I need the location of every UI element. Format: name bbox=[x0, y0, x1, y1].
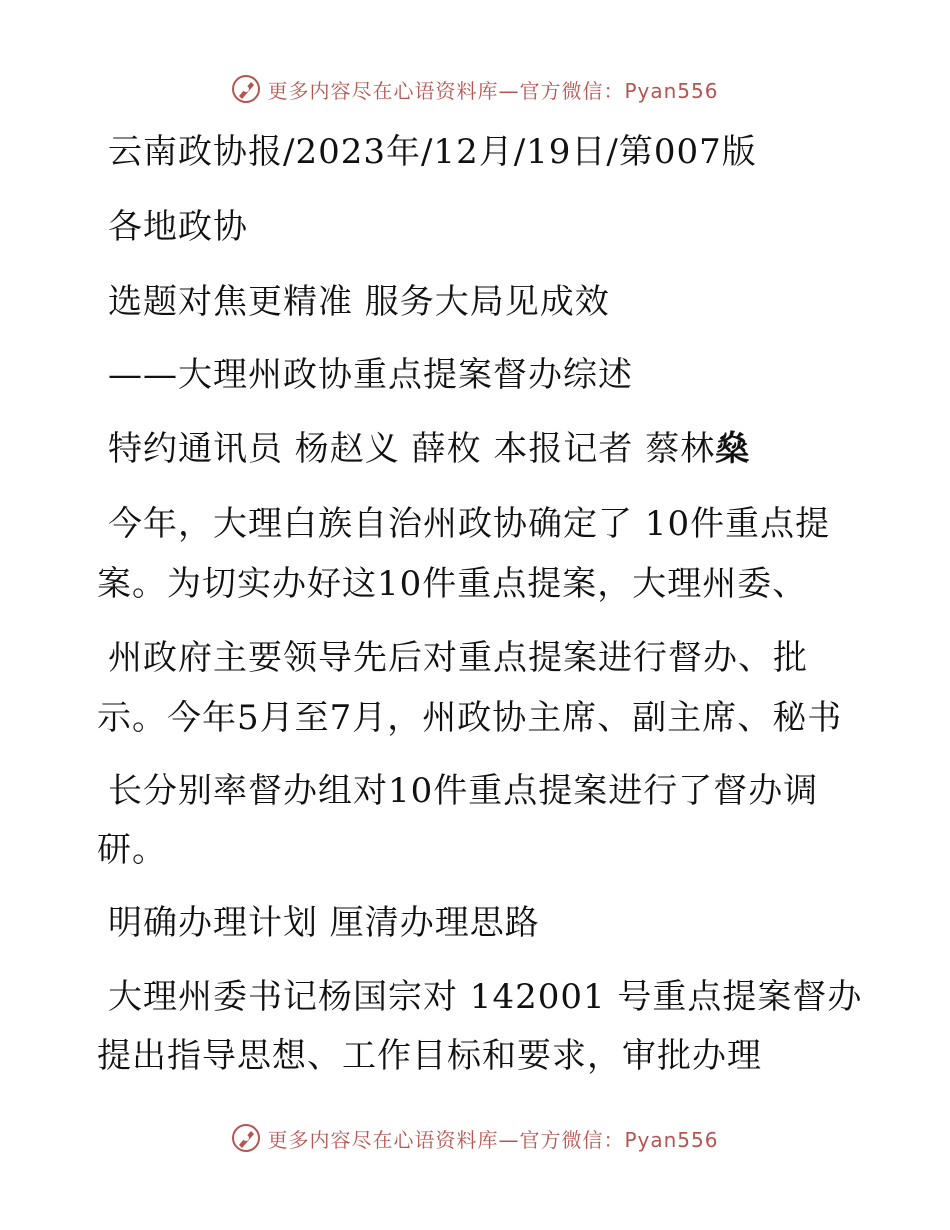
paragraph-line: 示。今年5月至7月，州政协主席、副主席、秘书 bbox=[97, 698, 843, 738]
paragraph-line: 大理州委书记杨国宗对 142001 号重点提案督办 bbox=[108, 977, 863, 1017]
section-label: 各地政协 bbox=[108, 207, 248, 247]
article-subtitle: ——大理州政协重点提案督办综述 bbox=[108, 355, 633, 395]
watermark-bottom bbox=[0, 1123, 950, 1153]
byline-last-char: 燊 bbox=[715, 429, 751, 469]
paragraph-line: 案。为切实办好这10件重点提案，大理州委、 bbox=[97, 564, 808, 604]
byline bbox=[0, 421, 950, 470]
pen-seal-icon bbox=[231, 1123, 261, 1153]
paragraph-line: 今年，大理白族自治州政协确定了 10件重点提 bbox=[108, 504, 831, 544]
source-line: 云南政协报/2023年/12月/19日/第007版 bbox=[108, 132, 757, 172]
article-title: 选题对焦更精准 服务大局见成效 bbox=[108, 282, 610, 322]
paragraph-line: 州政府主要领导先后对重点提案进行督办、批 bbox=[108, 638, 808, 678]
paragraph-line: 研。 bbox=[97, 830, 167, 870]
paragraph-line: 长分别率督办组对10件重点提案进行了督办调 bbox=[108, 771, 819, 811]
watermark-text: 更多内容尽在心语资料库—官方微信：Pyan556 bbox=[267, 1127, 719, 1152]
byline-text: 特约通讯员 杨赵义 薛枚 本报记者 蔡林 bbox=[108, 429, 716, 469]
watermark-top bbox=[0, 74, 950, 104]
watermark-text: 更多内容尽在心语资料库—官方微信：Pyan556 bbox=[267, 78, 719, 103]
paragraph-line: 提出指导思想、工作目标和要求，审批办理 bbox=[97, 1036, 762, 1076]
section-heading: 明确办理计划 厘清办理思路 bbox=[108, 903, 540, 943]
pen-seal-icon bbox=[231, 74, 261, 104]
